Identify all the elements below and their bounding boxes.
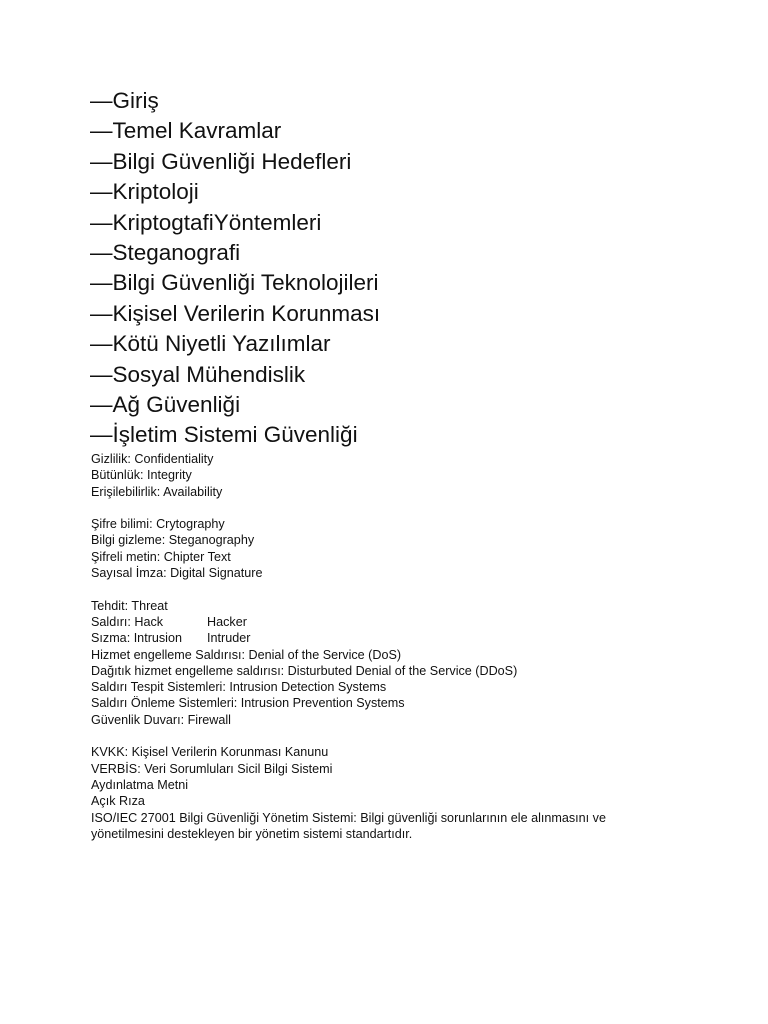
glossary-line: Aydınlatma Metni: [91, 777, 189, 792]
glossary-line: Şifre bilimi: Crytography: [91, 517, 225, 532]
paragraph-gap: [91, 728, 731, 744]
kvkk-group: [91, 744, 731, 842]
topic-item: —Sosyal Mühendislik: [90, 361, 306, 387]
glossary-line: [91, 630, 731, 646]
term-right: Hacker: [207, 614, 247, 629]
cryptography-group: [91, 516, 731, 581]
glossary-line: Sayısal İmza: Digital Signature: [91, 566, 263, 581]
glossary-line: Güvenlik Duvarı: Firewall: [91, 712, 231, 727]
topic-item: —Bilgi Güvenliği Teknolojileri: [90, 270, 379, 296]
topic-item: —Bilgi Güvenliği Hedefleri: [90, 148, 352, 174]
term-right: Intruder: [207, 631, 251, 646]
topic-item: —Steganografi: [90, 240, 241, 266]
topic-item: —Kötü Niyetli Yazılımlar: [90, 331, 331, 357]
topic-item: —Kriptoloji: [90, 179, 199, 205]
topic-item: —İşletim Sistemi Güvenliği: [90, 422, 358, 448]
term-left: Saldırı: Hack: [91, 614, 164, 629]
glossary-line: Açık Rıza: [91, 794, 145, 809]
glossary-line: Bilgi gizleme: Steganography: [91, 533, 255, 548]
glossary-line: Tehdit: Threat: [91, 598, 168, 613]
glossary-text: [91, 451, 731, 842]
glossary-line: [91, 614, 731, 630]
topic-item: —Ağ Güvenliği: [90, 392, 241, 418]
topic-list: [90, 86, 380, 451]
security-goals-group: [91, 451, 731, 500]
term-left: Sızma: Intrusion: [91, 631, 182, 646]
glossary-line: VERBİS: Veri Sorumluları Sicil Bilgi Sistemi: [91, 761, 333, 776]
topic-item: —KriptogtafiYöntemleri: [90, 209, 322, 235]
topic-item: —Kişisel Verilerin Korunması: [90, 300, 381, 326]
glossary-line: Şifreli metin: Chipter Text: [91, 549, 231, 564]
glossary-line: Bütünlük: Integrity: [91, 468, 192, 483]
paragraph-gap: [91, 500, 731, 516]
attacks-group: [91, 598, 731, 728]
glossary-line: Hizmet engelleme Saldırısı: Denial of the Service (DoS): [91, 647, 402, 662]
glossary-line: yönetilmesini destekleyen bir yönetim sistemi standartıdır.: [91, 826, 413, 841]
glossary-line: Erişilebilirlik: Availability: [91, 484, 223, 499]
glossary-line: Saldırı Önleme Sistemleri: Intrusion Prevention Systems: [91, 696, 405, 711]
topic-item: —Giriş: [90, 88, 159, 113]
glossary-line: KVKK: Kişisel Verilerin Korunması Kanunu: [91, 745, 329, 760]
glossary-line: ISO/IEC 27001 Bilgi Güvenliği Yönetim Sistemi: Bilgi güvenliği sorunlarının ele alınmasını ve: [91, 810, 606, 825]
paragraph-gap: [91, 581, 731, 597]
glossary-line: Gizlilik: Confidentiality: [91, 452, 214, 466]
glossary-line: Saldırı Tespit Sistemleri: Intrusion Detection Systems: [91, 680, 387, 695]
topic-item: —Temel Kavramlar: [90, 118, 282, 144]
glossary-line: Dağıtık hizmet engelleme saldırısı: Disturbuted Denial of the Service (DDoS): [91, 663, 518, 678]
